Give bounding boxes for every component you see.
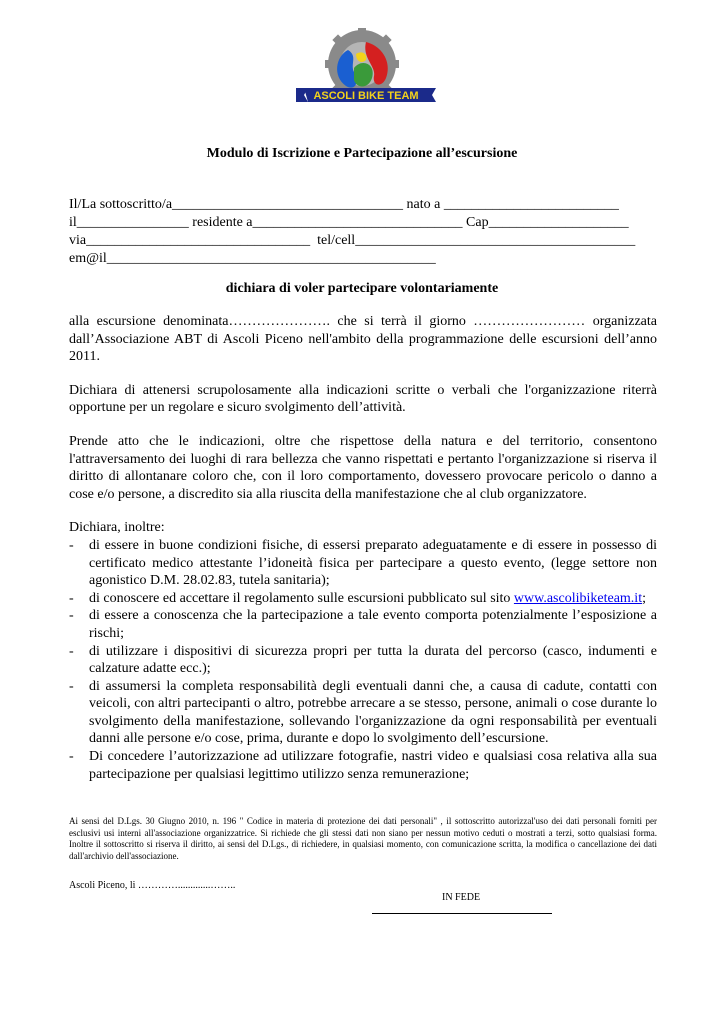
list-item: - di utilizzare i dispositivi di sicurezza propri per tutta la durata del percorso (casco, indumenti e calzature adatte ecc.);: [69, 643, 657, 678]
logo-text: ASCOLI BIKE TEAM: [313, 90, 419, 102]
paragraph-excursion: alla escursione denominata…………………. che si terrà il giorno …………………… organizzata dall’Associazione ABT di Ascoli Piceno nell'ambito della programmazione delle escursioni dell’anno 2011.: [69, 314, 657, 365]
personal-data-fields: [69, 196, 659, 268]
website-link[interactable]: www.ascolibiketeam.it: [513, 590, 643, 606]
list-item: [69, 590, 657, 608]
date-residence-line[interactable]: il________________ residente a______________________________ Cap____________________: [69, 215, 629, 230]
list-item: - di essere a conoscenza che la partecipazione a tale evento comporta potenzialmente l’esposizione a rischi;: [69, 607, 657, 642]
list-item-text: ;: [642, 590, 646, 606]
email-line[interactable]: em@il_______________________________________________: [69, 251, 436, 266]
declaration-heading: dichiara di voler partecipare volontariamente: [225, 281, 499, 296]
declaration-list: [69, 537, 657, 783]
signature-line[interactable]: [372, 913, 552, 914]
page-title: Modulo di Iscrizione e Partecipazione all’escursione: [206, 146, 518, 161]
document-body: [69, 313, 657, 783]
name-birthplace-line[interactable]: Il/La sottoscritto/a_________________________________ nato a _________________________: [69, 197, 619, 212]
address-phone-line[interactable]: via________________________________ tel/cell________________________________________: [69, 233, 636, 248]
list-item-text: di conoscere ed accettare il regolamento sulle escursioni pubblicato sul sito: [89, 590, 514, 606]
logo: [296, 28, 436, 110]
list-item: - Di concedere l’autorizzazione ad utilizzare fotografie, nastri video e qualsiasi cosa relativa alla sua partecipazione per qualsiasi legittimo utilizzo senza remunerazione;: [69, 748, 657, 783]
in-fede-label: IN FEDE: [442, 892, 481, 903]
paragraph-nature: Prende atto che le indicazioni, oltre che rispettose della natura e del territorio, consentono l'attraversamento dei luoghi di rara bellezza che vanno rispettati e pertanto l'organizzazione si riserva il diritto di allontanare coloro che, con il loro comportamento, dovessero provocare pericolo o danno a cose e/o persone, a discredito sia alla riuscita della manifestazione che al club organizzatore.: [69, 433, 657, 502]
paragraph-instructions: Dichiara di attenersi scrupolosamente alla indicazioni scritte o verbali che l'organizzazione riterrà opportune per un regolare e sicuro svolgimento dell’attività.: [69, 382, 657, 416]
privacy-notice: Ai sensi del D.Lgs. 30 Giugno 2010, n. 196 " Codice in materia di protezione dei dati personali" , il sottoscritto autorizzal'uso dei dati personali forniti per esclusivi usi interni all'associazione organizzatrice. Si richiede che gli stessi dati non siano per nessun motivo ceduti o mostrati a terzi, sotto qualsiasi forma. Inoltre il sottoscritto si riserva il diritto, ai sensi del D.Lgs., di richiedere, in qualsiasi momento, con comunicazione scritta, la modifica o cancellazione dei dati dall'archivio dell'associazione.: [69, 816, 657, 861]
place-date: Ascoli Piceno, li ………….............……..: [69, 880, 236, 891]
list-item: - di essere in buone condizioni fisiche, di essersi preparato adeguatamente e di essere in possesso di certificato medico attestante l’idoneità fisica per partecipare a questo evento, (legge settore non agonistico D.M. 28.02.83, tutela sanitaria);: [69, 537, 657, 590]
list-item: - di assumersi la completa responsabilità degli eventuali danni che, a causa di cadute, contatti con veicoli, con altri partecipanti o altro, potrebbe arrecare a se stesso, persone, animali o cose durante lo svolgimento della manifestazione, sollevando l'organizzazione da ogni responsabilità per eventuali danni alle persone e/o cose, prima, durante e dopo lo svolgimento dell’escursione.: [69, 678, 657, 748]
declare-intro: Dichiara, inoltre:: [69, 520, 165, 536]
